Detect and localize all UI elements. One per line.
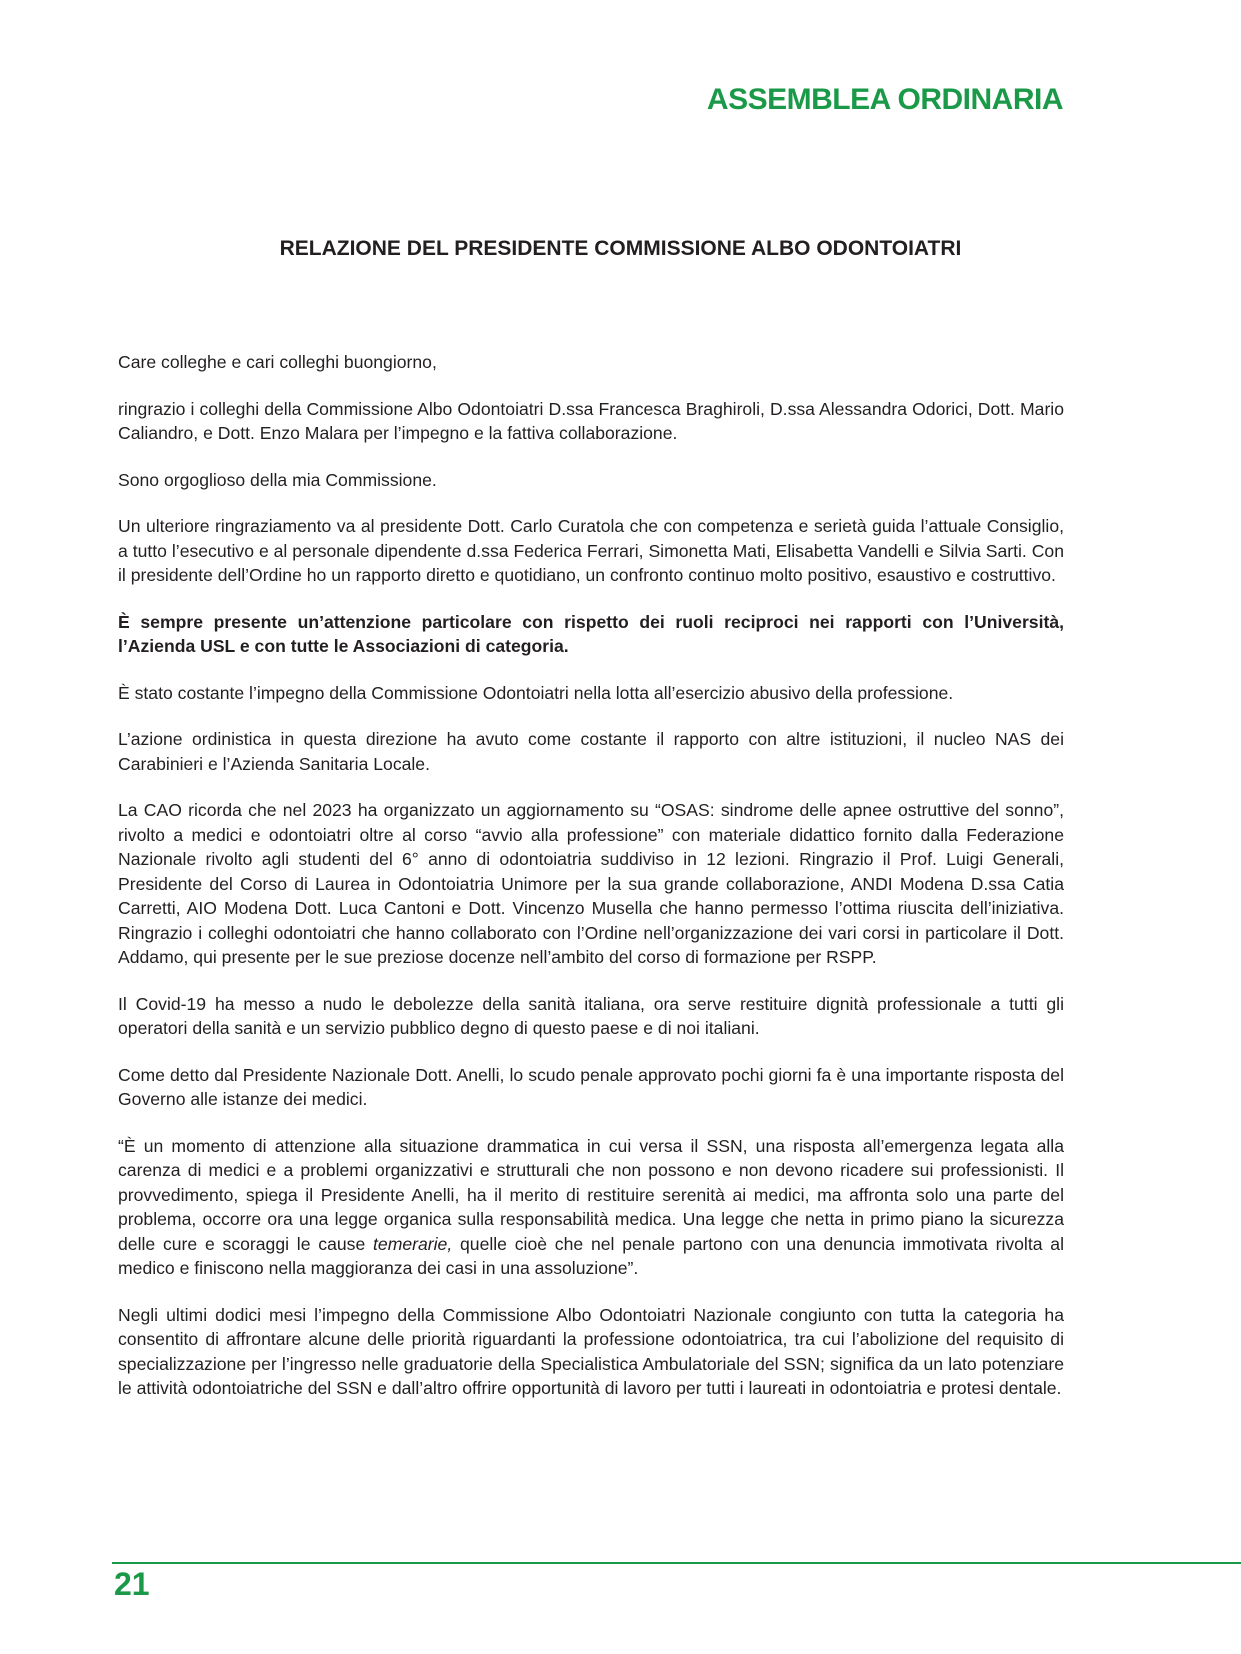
section-title: RELAZIONE DEL PRESIDENTE COMMISSIONE ALBO ODONTOIATRI — [279, 237, 962, 260]
abusive-practice-paragraph: È stato costante l’impegno della Commissione Odontoiatri nella lotta all’esercizio abusivo della professione. — [118, 682, 954, 703]
covid-paragraph: Il Covid-19 ha messo a nudo le debolezze della sanità italiana, ora serve restituire dignità professionale a tutti gli operatori della sanità e un servizio pubblico degno di questo paese e di noi italiani. — [118, 993, 1064, 1038]
institutions-paragraph: L’azione ordinistica in questa direzione ha avuto come costante il rapporto con altre istituzioni, il nucleo NAS dei Carabinieri e l’Azienda Sanitaria Locale. — [118, 729, 1064, 774]
quote-italic-word: temerarie, — [373, 1233, 453, 1254]
greeting-paragraph: Care colleghe e cari colleghi buongiorno, — [118, 352, 437, 372]
document-body — [118, 350, 1064, 1423]
header-title: ASSEMBLEA ORDINARIA — [706, 83, 1063, 116]
relations-paragraph: È sempre presente un’attenzione particolare con rispetto dei ruoli reciproci nei rapporti con l’Università, l’Azienda USL e con tutte le Associazioni di categoria. — [118, 611, 1064, 656]
courses-paragraph: La CAO ricorda che nel 2023 ha organizzato un aggiornamento su “OSAS: sindrome delle apnee ostruttive del sonno”, rivolto a medici e odontoiatri oltre al corso “avvio alla professione” con materiale didattico fornito dalla Federazione Nazionale rivolto agli studenti del 6° anno di odontoiatria suddiviso in 12 lezioni. Ringrazio il Prof. Luigi Generali, Presidente del Corso di Laurea in Odontoiatria Unimore per la sua grande collaborazione, ANDI Modena D.ssa Catia Carretti, AIO Modena Dott. Luca Cantoni e Dott. Vincenzo Musella che hanno permesso l’ottima riuscita dell’iniziativa. Ringrazio i colleghi odontoiatri che hanno collaborato con l’Ordine nell’organizzazione dei vari corsi in particolare il Dott. Addamo, qui presente per le sue preziose docenze nell’ambito del corso di formazione per RSPP. — [118, 800, 1064, 967]
quote-text-start: “È un momento di attenzione alla situazione drammatica in cui versa il SSN, una risposta all’emergenza legata alla carenza di medici e a problemi organizzativi e strutturali che non possono e non devono ricadere sui professionisti. Il provvedimento, spiega il Presidente Anelli, ha il merito di restituire serenità ai medici, ma affronta solo una parte del problema, occorre ora una legge organica sulla responsabilità medica. Una legge che netta in primo piano la sicurezza delle cure e scoraggi le cause — [118, 1135, 1064, 1254]
national-commission-paragraph: Negli ultimi dodici mesi l’impegno della Commissione Albo Odontoiatri Nazionale congiunto con tutta la categoria ha consentito di affrontare alcune delle priorità riguardanti la professione odontoiatrica, tra cui l’abolizione del requisito di specializzazione per l’ingresso nelle graduatorie della Specialistica Ambulatoriale del SSN; significa da un lato potenziare le attività odontoiatriche del SSN e dall’altro offrire opportunità di lavoro per tutti i laureati in odontoiatria e protesi dentale. — [118, 1304, 1064, 1398]
thanks-commission-paragraph: ringrazio i colleghi della Commissione Albo Odontoiatri D.ssa Francesca Braghiroli, D.ssa Alessandra Odorici, Dott. Mario Caliandro, e Dott. Enzo Malara per l’impegno e la fattiva collaborazione. — [118, 398, 1064, 443]
page-number: 21 — [114, 1566, 150, 1602]
penal-shield-paragraph: Come detto dal Presidente Nazionale Dott. Anelli, lo scudo penale approvato pochi giorni fa è una importante risposta del Governo alle istanze dei medici. — [118, 1064, 1064, 1109]
quote-text-end: quelle cioè che nel penale partono con una denuncia immotivata rivolta al medico e finiscono nella maggioranza dei casi in una assoluzione”. — [118, 1233, 1064, 1278]
footer-divider — [112, 1562, 1241, 1564]
thanks-president-paragraph: Un ulteriore ringraziamento va al presidente Dott. Carlo Curatola che con competenza e serietà guida l’attuale Consiglio, a tutto l’esecutivo e al personale dipendente d.ssa Federica Ferrari, Simonetta Mati, Elisabetta Vandelli e Silvia Sarti. Con il presidente dell’Ordine ho un rapporto diretto e quotidiano, un confronto continuo molto positivo, esaustivo e costruttivo. — [118, 516, 1064, 585]
quote-paragraph — [118, 1134, 1064, 1281]
pride-paragraph: Sono orgoglioso della mia Commissione. — [118, 469, 437, 490]
